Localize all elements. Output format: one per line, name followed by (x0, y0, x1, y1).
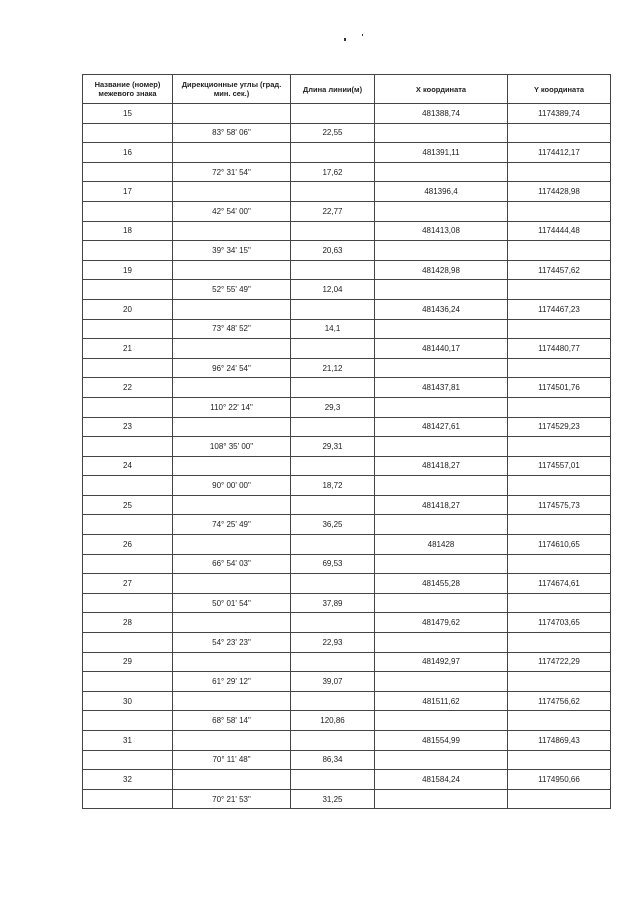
point-row (83, 104, 611, 124)
point-row (83, 731, 611, 751)
segment-row (83, 593, 611, 613)
direction-angle: 66° 54' 03" (173, 554, 291, 574)
point-name: 18 (83, 221, 173, 241)
empty-cell (173, 495, 291, 515)
empty-cell (291, 143, 375, 163)
empty-cell (291, 691, 375, 711)
segment-row (83, 319, 611, 339)
empty-cell (508, 554, 611, 574)
table-body (83, 104, 611, 809)
point-row (83, 770, 611, 790)
empty-cell (375, 319, 508, 339)
point-name: 24 (83, 456, 173, 476)
x-coordinate: 481418,27 (375, 495, 508, 515)
direction-angle: 72° 31' 54" (173, 162, 291, 182)
empty-cell (508, 241, 611, 261)
empty-cell (291, 104, 375, 124)
empty-cell (291, 182, 375, 202)
point-row (83, 417, 611, 437)
point-row (83, 143, 611, 163)
empty-cell (173, 574, 291, 594)
empty-cell (291, 221, 375, 241)
line-length: 31,25 (291, 789, 375, 809)
empty-cell (375, 672, 508, 692)
empty-cell (508, 711, 611, 731)
x-coordinate: 481428,98 (375, 260, 508, 280)
y-coordinate: 1174950,66 (508, 770, 611, 790)
point-name: 25 (83, 495, 173, 515)
line-length: 69,53 (291, 554, 375, 574)
empty-cell (291, 417, 375, 437)
point-name: 30 (83, 691, 173, 711)
y-coordinate: 1174722,29 (508, 652, 611, 672)
line-length: 14,1 (291, 319, 375, 339)
empty-cell (83, 162, 173, 182)
empty-cell (508, 358, 611, 378)
direction-angle: 42° 54' 00" (173, 201, 291, 221)
line-length: 21,12 (291, 358, 375, 378)
empty-cell (508, 123, 611, 143)
empty-cell (375, 750, 508, 770)
segment-row (83, 437, 611, 457)
segment-row (83, 241, 611, 261)
point-name: 23 (83, 417, 173, 437)
point-row (83, 456, 611, 476)
line-length: 37,89 (291, 593, 375, 613)
empty-cell (508, 593, 611, 613)
empty-cell (83, 554, 173, 574)
empty-cell (375, 358, 508, 378)
empty-cell (173, 299, 291, 319)
line-length: 22,55 (291, 123, 375, 143)
segment-row (83, 123, 611, 143)
empty-cell (291, 574, 375, 594)
segment-row (83, 201, 611, 221)
point-row (83, 495, 611, 515)
segment-row (83, 711, 611, 731)
header-y-coordinate: Y координата (508, 75, 611, 104)
empty-cell (173, 652, 291, 672)
empty-cell (375, 241, 508, 261)
y-coordinate: 1174529,23 (508, 417, 611, 437)
x-coordinate: 481418,27 (375, 456, 508, 476)
line-length: 86,34 (291, 750, 375, 770)
empty-cell (375, 280, 508, 300)
x-coordinate: 481492,97 (375, 652, 508, 672)
empty-cell (83, 711, 173, 731)
empty-cell (375, 162, 508, 182)
y-coordinate: 1174703,65 (508, 613, 611, 633)
empty-cell (83, 672, 173, 692)
empty-cell (173, 691, 291, 711)
line-length: 18,72 (291, 476, 375, 496)
segment-row (83, 476, 611, 496)
empty-cell (291, 652, 375, 672)
x-coordinate: 481413,08 (375, 221, 508, 241)
empty-cell (508, 280, 611, 300)
y-coordinate: 1174467,23 (508, 299, 611, 319)
empty-cell (291, 339, 375, 359)
direction-angle: 73° 48' 52" (173, 319, 291, 339)
empty-cell (83, 633, 173, 653)
direction-angle: 52° 55' 49" (173, 280, 291, 300)
segment-row (83, 397, 611, 417)
segment-row (83, 789, 611, 809)
empty-cell (83, 280, 173, 300)
empty-cell (291, 456, 375, 476)
empty-cell (83, 515, 173, 535)
y-coordinate: 1174501,76 (508, 378, 611, 398)
direction-angle: 96° 24' 54" (173, 358, 291, 378)
segment-row (83, 633, 611, 653)
line-length: 36,25 (291, 515, 375, 535)
line-length: 20,63 (291, 241, 375, 261)
y-coordinate: 1174610,65 (508, 535, 611, 555)
x-coordinate: 481436,24 (375, 299, 508, 319)
direction-angle: 70° 11' 48" (173, 750, 291, 770)
segment-row (83, 162, 611, 182)
header-marker-name: Название (номер) межевого знака (83, 75, 173, 104)
empty-cell (508, 633, 611, 653)
point-row (83, 221, 611, 241)
y-coordinate: 1174869,43 (508, 731, 611, 751)
empty-cell (375, 789, 508, 809)
line-length: 29,3 (291, 397, 375, 417)
empty-cell (291, 299, 375, 319)
point-name: 20 (83, 299, 173, 319)
empty-cell (508, 201, 611, 221)
empty-cell (173, 613, 291, 633)
direction-angle: 90° 00' 00" (173, 476, 291, 496)
empty-cell (173, 770, 291, 790)
empty-cell (83, 476, 173, 496)
empty-cell (83, 437, 173, 457)
empty-cell (508, 515, 611, 535)
empty-cell (375, 633, 508, 653)
y-coordinate: 1174575,73 (508, 495, 611, 515)
empty-cell (375, 397, 508, 417)
empty-cell (375, 593, 508, 613)
table-header-row (83, 75, 611, 104)
direction-angle: 61° 29' 12" (173, 672, 291, 692)
x-coordinate: 481554,99 (375, 731, 508, 751)
x-coordinate: 481437,81 (375, 378, 508, 398)
point-name: 31 (83, 731, 173, 751)
line-length: 39,07 (291, 672, 375, 692)
empty-cell (291, 535, 375, 555)
segment-row (83, 672, 611, 692)
header-direction-angles: Дирекционные углы (град. мин. сек.) (173, 75, 291, 104)
scan-speck (344, 38, 346, 41)
direction-angle: 54° 23' 23" (173, 633, 291, 653)
empty-cell (291, 770, 375, 790)
y-coordinate: 1174756,62 (508, 691, 611, 711)
y-coordinate: 1174457,62 (508, 260, 611, 280)
x-coordinate: 481455,28 (375, 574, 508, 594)
boundary-coordinates-table (82, 74, 611, 809)
empty-cell (83, 358, 173, 378)
empty-cell (291, 731, 375, 751)
empty-cell (508, 672, 611, 692)
direction-angle: 108° 35' 00" (173, 437, 291, 457)
point-name: 26 (83, 535, 173, 555)
empty-cell (375, 437, 508, 457)
empty-cell (173, 731, 291, 751)
x-coordinate: 481391,11 (375, 143, 508, 163)
point-name: 29 (83, 652, 173, 672)
point-row (83, 691, 611, 711)
direction-angle: 110° 22' 14" (173, 397, 291, 417)
empty-cell (173, 104, 291, 124)
point-name: 17 (83, 182, 173, 202)
empty-cell (173, 535, 291, 555)
empty-cell (83, 319, 173, 339)
point-name: 32 (83, 770, 173, 790)
point-row (83, 299, 611, 319)
empty-cell (291, 613, 375, 633)
point-row (83, 182, 611, 202)
point-row (83, 339, 611, 359)
y-coordinate: 1174480,77 (508, 339, 611, 359)
line-length: 29,31 (291, 437, 375, 457)
empty-cell (83, 241, 173, 261)
x-coordinate: 481511,62 (375, 691, 508, 711)
empty-cell (375, 476, 508, 496)
empty-cell (508, 750, 611, 770)
empty-cell (173, 143, 291, 163)
direction-angle: 50° 01' 54" (173, 593, 291, 613)
direction-angle: 83° 58' 06" (173, 123, 291, 143)
point-row (83, 574, 611, 594)
x-coordinate: 481584,24 (375, 770, 508, 790)
y-coordinate: 1174412,17 (508, 143, 611, 163)
direction-angle: 70° 21' 53" (173, 789, 291, 809)
point-name: 15 (83, 104, 173, 124)
empty-cell (508, 476, 611, 496)
point-row (83, 652, 611, 672)
empty-cell (173, 182, 291, 202)
segment-row (83, 280, 611, 300)
point-name: 16 (83, 143, 173, 163)
y-coordinate: 1174389,74 (508, 104, 611, 124)
empty-cell (83, 123, 173, 143)
segment-row (83, 515, 611, 535)
line-length: 17,62 (291, 162, 375, 182)
empty-cell (173, 417, 291, 437)
point-row (83, 378, 611, 398)
header-x-coordinate: X координата (375, 75, 508, 104)
x-coordinate: 481388,74 (375, 104, 508, 124)
x-coordinate: 481427,61 (375, 417, 508, 437)
empty-cell (375, 201, 508, 221)
direction-angle: 39° 34' 15" (173, 241, 291, 261)
empty-cell (83, 201, 173, 221)
x-coordinate: 481440,17 (375, 339, 508, 359)
y-coordinate: 1174557,01 (508, 456, 611, 476)
point-name: 19 (83, 260, 173, 280)
empty-cell (375, 515, 508, 535)
direction-angle: 68° 58' 14" (173, 711, 291, 731)
scan-speck (362, 34, 363, 36)
y-coordinate: 1174428,98 (508, 182, 611, 202)
empty-cell (375, 554, 508, 574)
point-name: 27 (83, 574, 173, 594)
y-coordinate: 1174444,48 (508, 221, 611, 241)
line-length: 22,93 (291, 633, 375, 653)
empty-cell (83, 750, 173, 770)
x-coordinate: 481479,62 (375, 613, 508, 633)
empty-cell (508, 162, 611, 182)
empty-cell (375, 123, 508, 143)
empty-cell (508, 397, 611, 417)
empty-cell (83, 593, 173, 613)
x-coordinate: 481428 (375, 535, 508, 555)
line-length: 22,77 (291, 201, 375, 221)
empty-cell (83, 397, 173, 417)
direction-angle: 74° 25' 49" (173, 515, 291, 535)
header-line-length: Длина линии(м) (291, 75, 375, 104)
point-row (83, 535, 611, 555)
empty-cell (83, 789, 173, 809)
empty-cell (508, 437, 611, 457)
segment-row (83, 358, 611, 378)
empty-cell (291, 378, 375, 398)
empty-cell (291, 495, 375, 515)
point-name: 22 (83, 378, 173, 398)
empty-cell (173, 339, 291, 359)
empty-cell (291, 260, 375, 280)
segment-row (83, 750, 611, 770)
empty-cell (173, 456, 291, 476)
segment-row (83, 554, 611, 574)
line-length: 120,86 (291, 711, 375, 731)
point-row (83, 260, 611, 280)
empty-cell (508, 319, 611, 339)
point-name: 28 (83, 613, 173, 633)
empty-cell (508, 789, 611, 809)
empty-cell (375, 711, 508, 731)
point-name: 21 (83, 339, 173, 359)
empty-cell (173, 378, 291, 398)
line-length: 12,04 (291, 280, 375, 300)
point-row (83, 613, 611, 633)
empty-cell (173, 221, 291, 241)
y-coordinate: 1174674,61 (508, 574, 611, 594)
x-coordinate: 481396,4 (375, 182, 508, 202)
empty-cell (173, 260, 291, 280)
